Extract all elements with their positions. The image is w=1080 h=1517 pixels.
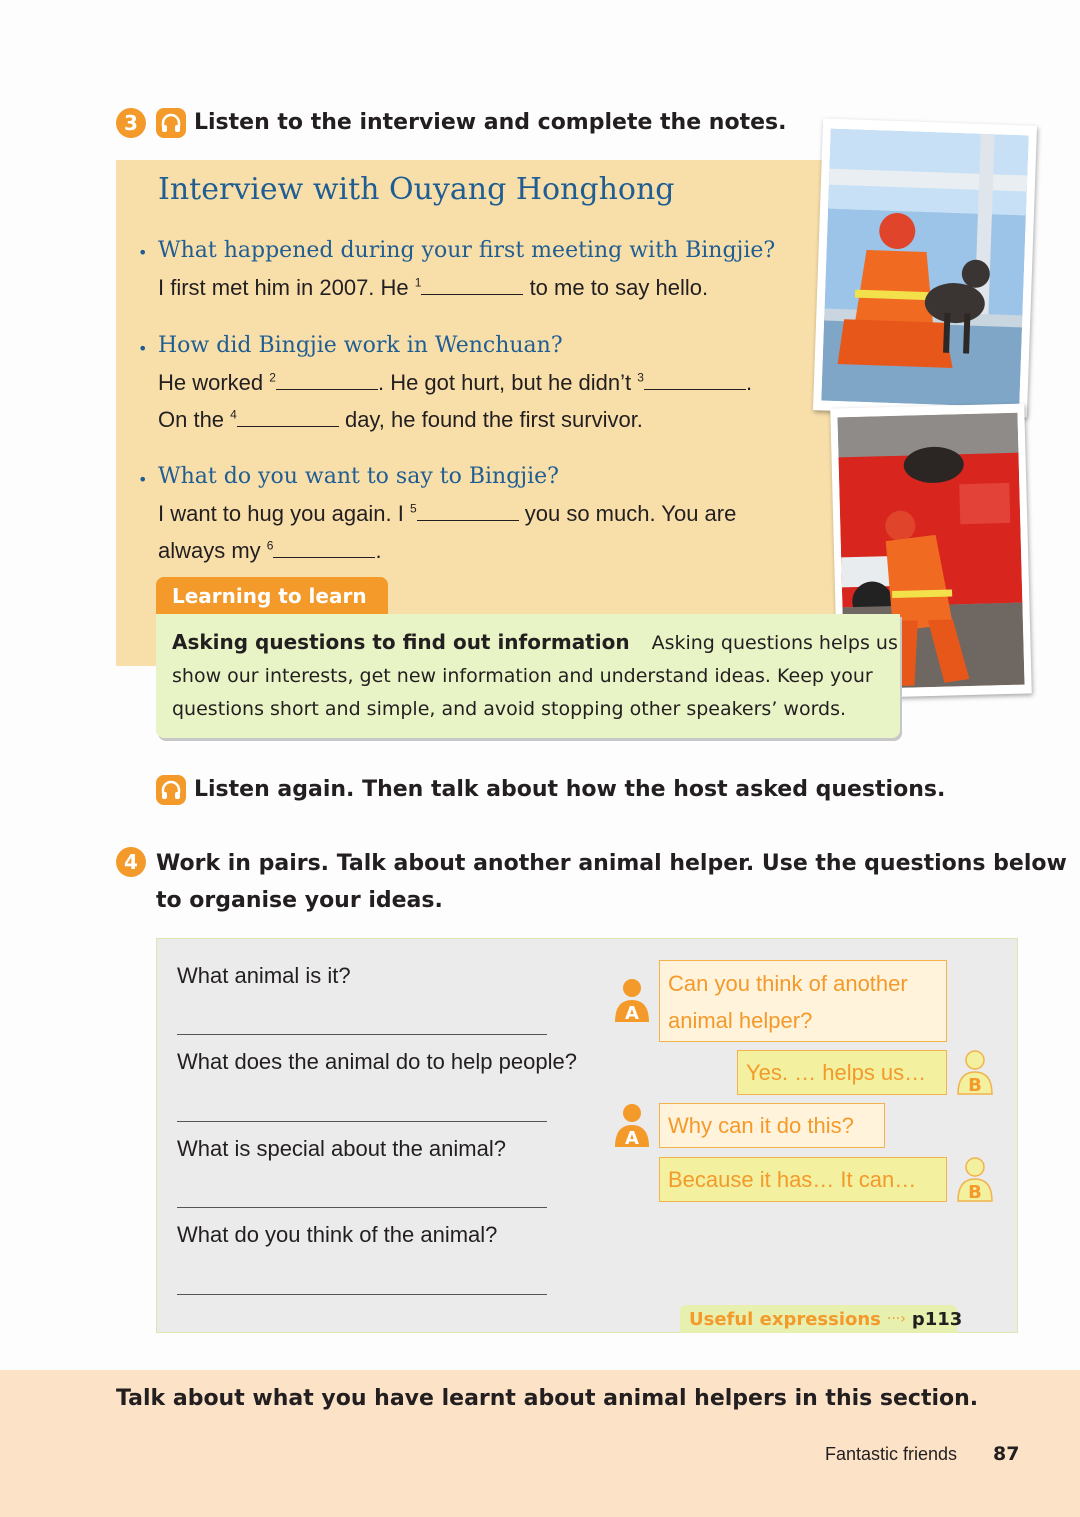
answer-line[interactable]	[177, 1034, 547, 1035]
section-number-badge: 4	[116, 847, 146, 877]
headphones-icon	[156, 775, 186, 805]
interview-question-3: What do you want to say to Bingjie?	[158, 464, 559, 489]
answer-line-5: always my $^6$ .	[158, 538, 382, 563]
dialogue-bubble-a-1: Can you think of another animal helper?	[659, 960, 947, 1042]
speaker-a-icon	[612, 978, 652, 1024]
section4-instruction-line-2: to organise your ideas.	[156, 888, 443, 913]
answer-line-2: He worked $^2$ . He got hurt, but he didn’t $^3$ .	[158, 370, 753, 395]
svg-text:B: B	[968, 1182, 982, 1203]
headphones-icon	[156, 108, 186, 138]
section3-instruction: Listen to the interview and complete the notes.	[194, 110, 787, 135]
section4-instruction-line-1: Work in pairs. Talk about another animal helper. Use the questions below	[156, 851, 1067, 876]
pair-question-3: What is special about the animal?	[177, 1136, 506, 1161]
arrow-icon: ···›	[886, 1311, 906, 1327]
photo-firefighter-kneeling-with-dog	[813, 118, 1037, 417]
unit-name: Fantastic friends	[825, 1444, 958, 1464]
answer-line-1: I first met him in 2007. He $^1$ to me to say hello.	[158, 275, 709, 300]
speaker-b-icon	[955, 1050, 995, 1096]
pair-question-2: What does the animal do to help people?	[177, 1049, 577, 1074]
learning-heading: Asking questions to find out information	[172, 630, 630, 654]
blank-2[interactable]	[276, 371, 378, 390]
page-number: 87	[993, 1443, 1020, 1465]
svg-text:B: B	[968, 1075, 982, 1096]
section-number-badge: 3	[116, 108, 146, 138]
bullet-icon: •	[138, 470, 148, 489]
learning-text-2: show our interests, get new information and understand ideas. Keep your	[172, 665, 873, 687]
useful-expressions-link[interactable]: Useful expressions ···› p113	[680, 1305, 957, 1333]
notes-title: Interview with Ouyang Honghong	[158, 172, 675, 207]
bullet-icon: •	[138, 339, 148, 358]
dialogue-bubble-b-1: Yes. … helps us…	[737, 1050, 947, 1095]
listen-again-instruction: Listen again. Then talk about how the host asked questions.	[194, 777, 946, 802]
summary-text: Talk about what you have learnt about animal helpers in this section.	[116, 1386, 979, 1411]
learning-text-1: Asking questions helps us	[651, 632, 898, 654]
interview-question-2: How did Bingjie work in Wenchuan?	[158, 333, 563, 358]
blank-3[interactable]	[644, 371, 746, 390]
answer-line-3: On the $^4$ day, he found the first survivor.	[158, 407, 643, 432]
learning-text-3: questions short and simple, and avoid stopping other speakers’ words.	[172, 698, 847, 720]
speaker-b-icon	[955, 1157, 995, 1203]
blank-6[interactable]	[273, 539, 375, 558]
learning-to-learn-tab: Learning to learn	[156, 577, 388, 615]
blank-4[interactable]	[237, 408, 339, 427]
answer-line-4: I want to hug you again. I $^5$ you so much. You are	[158, 501, 737, 526]
speaker-a-icon	[612, 1103, 652, 1149]
answer-line[interactable]	[177, 1121, 547, 1122]
blank-5[interactable]	[417, 502, 519, 521]
blank-1[interactable]	[421, 276, 523, 295]
pair-question-1: What animal is it?	[177, 963, 351, 988]
pair-question-4: What do you think of the animal?	[177, 1222, 498, 1247]
answer-line[interactable]	[177, 1207, 547, 1208]
learning-tip-box	[156, 614, 900, 738]
dialogue-bubble-b-2: Because it has… It can…	[659, 1157, 947, 1202]
svg-text:A: A	[625, 1003, 639, 1024]
bullet-icon: •	[138, 243, 148, 262]
dialogue-bubble-a-2: Why can it do this?	[659, 1103, 885, 1148]
svg-text:A: A	[625, 1128, 639, 1149]
answer-line[interactable]	[177, 1294, 547, 1295]
interview-question-1: What happened during your first meeting with Bingjie?	[158, 238, 776, 263]
